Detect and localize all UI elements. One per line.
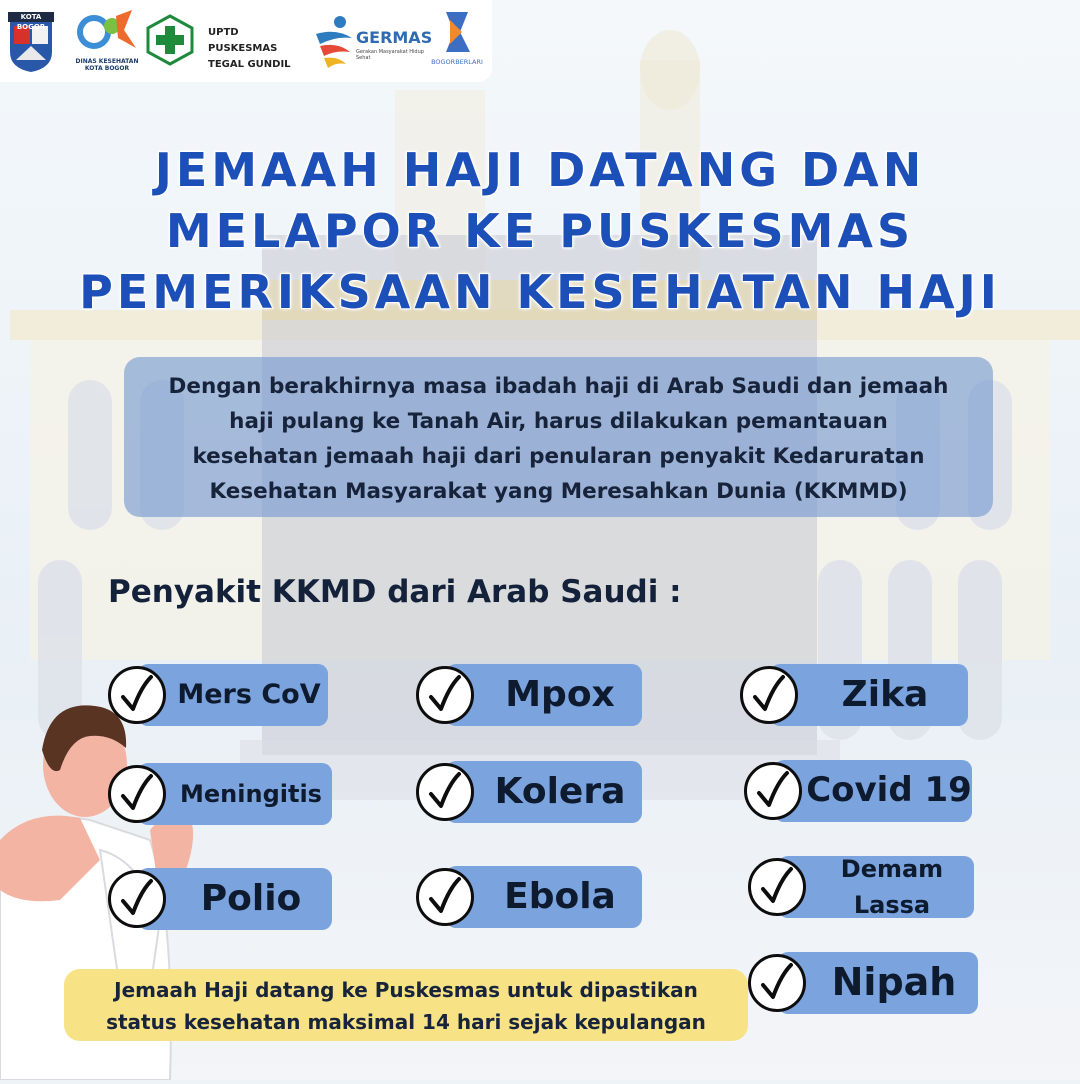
check-icon: [748, 858, 806, 916]
title-line-1: JEMAAH HAJI DATANG DAN: [154, 143, 926, 197]
disease-pill-demam-lassa: [778, 856, 974, 918]
disease-pill-mpox: [446, 664, 642, 726]
title-line-3: PEMERIKSAAN KESEHATAN HAJI: [79, 265, 1001, 319]
disease-label: Kolera: [494, 771, 626, 813]
check-icon: [740, 666, 798, 724]
disease-label: Covid 19: [806, 770, 972, 811]
bogor-berlari-logo-icon: [428, 10, 486, 72]
disease-pill-nipah: [778, 952, 978, 1014]
intro-line-1: Dengan berakhirnya masa ibadah haji di Arab Saudi dan jemaah: [168, 374, 949, 399]
check-icon: [108, 666, 166, 724]
check-icon: [416, 666, 474, 724]
germas-logo-icon: [314, 14, 433, 68]
intro-box: [124, 357, 993, 517]
footer-line-2: status kesehatan maksimal 14 hari sejak kepulangan: [106, 1010, 706, 1034]
disease-pill-mers-cov: [138, 664, 328, 726]
disease-pill-zika: [770, 664, 968, 726]
footer-note: [64, 969, 748, 1041]
check-icon: [108, 765, 166, 823]
check-icon: [416, 763, 474, 821]
disease-pill-kolera: [446, 761, 642, 823]
dinkes-logo-icon: [74, 8, 140, 76]
disease-label: Polio: [200, 878, 302, 920]
bogor-berlari-text: BOGORBERLARI: [431, 58, 483, 66]
disease-pill-polio: [138, 868, 332, 930]
uptd-label: [208, 25, 308, 73]
disease-label: Meningitis: [180, 780, 322, 808]
germas-text: GERMAS: [356, 28, 433, 47]
kota-bogor-text: KOTA BOGOR: [16, 13, 46, 31]
disease-pill-meningitis: [138, 763, 332, 825]
check-icon: [744, 762, 802, 820]
disease-label: Ebola: [504, 876, 616, 918]
dinkes-text: DINAS KESEHATAN KOTA BOGOR: [75, 58, 139, 72]
intro-line-4: Kesehatan Masyarakat yang Meresahkan Dunia (KKMMD): [209, 479, 908, 504]
intro-line-3: kesehatan jemaah haji dari penularan penyakit Kedaruratan: [192, 444, 925, 469]
kota-bogor-crest-icon: [8, 12, 54, 72]
uptd-line-1: UPTD PUSKESMAS: [208, 27, 278, 54]
disease-label: Demam Lassa: [840, 855, 944, 919]
disease-label: Nipah: [831, 960, 957, 1005]
diseases-heading: Penyakit KKMD dari Arab Saudi :: [108, 574, 682, 610]
page-title: [0, 140, 1080, 323]
footer-line-1: Jemaah Haji datang ke Puskesmas untuk dipastikan: [114, 978, 698, 1002]
disease-label: Mers CoV: [177, 678, 321, 710]
disease-label: Mpox: [505, 674, 615, 716]
germas-subtext: Gerakan Masyarakat Hidup Sehat: [356, 49, 424, 61]
check-icon: [748, 954, 806, 1012]
title-line-2: MELAPOR KE PUSKESMAS: [165, 204, 915, 258]
disease-pill-covid-19: [774, 760, 972, 822]
check-icon: [416, 868, 474, 926]
disease-pill-ebola: [446, 866, 642, 928]
logo-bar: [0, 0, 492, 82]
check-icon: [108, 870, 166, 928]
puskesmas-logo-icon: [146, 14, 194, 66]
disease-label: Zika: [841, 674, 929, 716]
intro-line-2: haji pulang ke Tanah Air, harus dilakukan pemantauan: [229, 409, 888, 434]
uptd-line-2: TEGAL GUNDIL: [208, 59, 291, 70]
